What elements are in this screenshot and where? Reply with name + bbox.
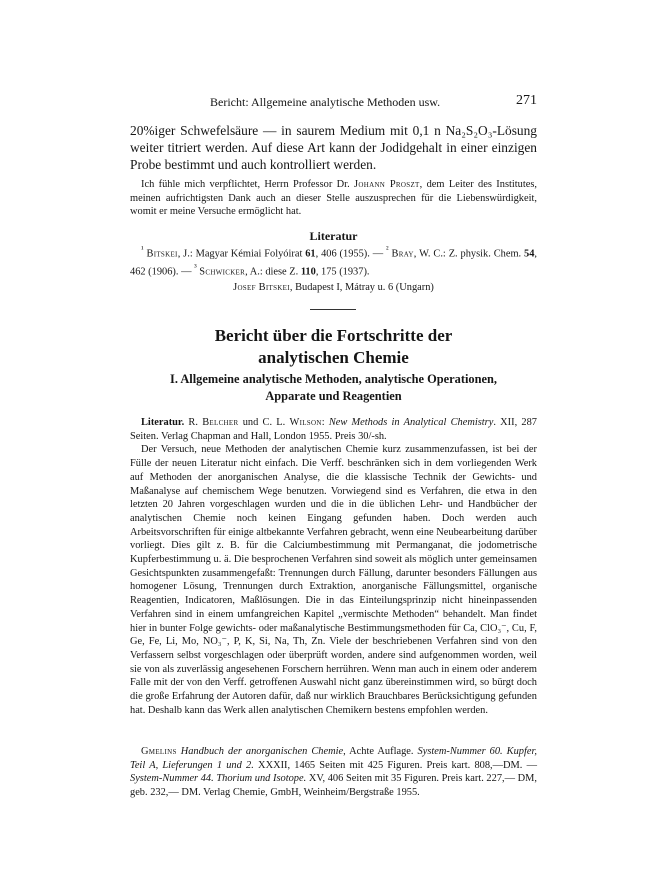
article-title-line-2: analytischen Chemie	[258, 348, 409, 367]
page-number: 271	[516, 93, 537, 108]
ref2-author: Bray	[391, 248, 414, 260]
ref1-text: , J.: Magyar Kémiai Folyóirat	[177, 248, 306, 260]
gmelin-details-2: XV, 406 Seiten mit 35 Figuren. Preis kart. 227,— DM, geb. 232,— DM. Verlag Chemie, GmbH, Weinheim/Bergstraße 1955.	[130, 773, 537, 799]
review-paragraph: Der Versuch, neue Methoden der analytischen Chemie kurz zusammenzufassen, ist bei der Fülle der neuen Literatur nicht einfach. Die Verff. beschränken sich in dem vorliegenden Werk auf Methoden der anorganischen Analyse, die die klassische Technik der Gewichts- und Maßanalyse auf chemischem Wege benutzen. Vorwiegend sind es Verfahren, die etwa in den letzten 20 Jahren vorgeschlagen wurden und die in die üblichen Lehr- und Handbücher der analytischen Chemie noch keinen Eingang gefunden haben. Doch werden auch Arbeitsvorschriften für einige altbekannte Verfahren gebracht, wenn eine Neubearbeitung darüber vorliegt. Dies gilt z. B. für die Calciumbestimmung mit Permanganat, die jodometrische Kupferbestimmung u. ä. Die besprochenen Verfahren sind soweit als möglich unter gemeinsamen Gesichtspunkten zusammengefaßt: Trennungen durch Fällung, darunter besonders Fällungen aus homogener Lösung, Trennungen durch Extraktion, anorganische Fällungsmittel, organische Reagentien, Indicatoren, Maßlösungen. Die in das Einteilungsprinzip nicht hineinpassenden Verfahren sind in einem umfangreichen Kapitel „vermischte Methoden“ behandelt. Man findet hier in bunter Folge gewichts- oder maßanalytische Bestimmungsmethoden für Ca, ClO₃⁻, Cu, F, Ge, Fe, Li, Mo, NO₃⁻, P, K, Si, Na, Th, Zn. Viele der beschriebenen Verfahren sind von den Verfassern selbst vorgeschlagen oder überprüft worden, andere sind aufgenommen worden, weil sie von als zuverlässig angesehenen Forschern herrühren. Wenn man auch in einem oder anderem Falle mit der von den Verff. getroffenen Auswahl nicht ganz übereinstimmen wird, so bürgt doch die große Erfahrung der Autoren dafür, daß nur wirklich Brauchbares Berücksichtigung gefunden hat. Deshalb kann das Werk allen analytischen Chemikern bestens empfohlen werden.	[130, 444, 537, 716]
gmelin-system-60: System-Nummer 60. Kupfer, Teil A, Lieferungen 1 und 2.	[130, 746, 537, 771]
reference-entries	[130, 243, 537, 279]
ack-text-after: , dem Leiter des Institutes, meinen aufrichtigsten Dank auch an dieser Stelle auszusprechen für die Liebenswürdigkeit, womit er meine Versuche ermöglicht hat.	[130, 179, 537, 218]
citation-author-2: Wilson	[289, 417, 322, 428]
review-citation	[130, 416, 537, 443]
ref2-rest: , 462 (1906). —	[130, 248, 537, 278]
article-title	[130, 325, 537, 369]
ref1-author: Bitskei	[146, 248, 178, 260]
literatur-label: Literatur.	[141, 417, 185, 428]
ref1-volume: 61	[305, 248, 316, 260]
ref2-volume: 54	[524, 248, 535, 260]
article-title-line-1: Bericht über die Fortschritte der	[214, 326, 453, 345]
continuation-paragraph: 20%iger Schwefelsäure — in saurem Medium mit 0,1 n Na₂S₂O₃-Lösung weiter titriert werden. Auf diese Art kann der Jodidgehalt in einer einzigen Probe bestimmt und auch kontrolliert werden.	[130, 123, 537, 172]
ack-professor-name: Johann Proszt	[354, 179, 420, 190]
author-address: , Budapest I, Mátray u. 6 (Ungarn)	[289, 282, 434, 293]
citation-colon: :	[321, 417, 329, 428]
acknowledgement-paragraph	[130, 178, 537, 219]
author-name: Josef Bitskei	[233, 282, 290, 293]
citation-book-title: New Methods in Analytical Chemistry	[328, 417, 494, 428]
section-heading	[130, 371, 537, 405]
author-line	[130, 282, 537, 293]
ref2-text: , W. C.: Z. physik. Chem.	[413, 248, 524, 260]
gmelin-title: Handbuch der anorganischen Chemie	[176, 746, 344, 757]
reference-list	[130, 243, 537, 279]
gmelin-system-44: System-Nummer 44. Thorium und Isotope.	[130, 773, 307, 785]
gmelin-details-1: XXXII, 1465 Seiten mit 425 Figuren. Preis kart. 808,—DM. —	[253, 759, 537, 771]
gmelin-edition: , Achte Auflage.	[343, 746, 418, 757]
ref3-text: , A.: diese Z.	[245, 266, 301, 278]
gmelin-citation	[130, 745, 537, 800]
gmelin-paragraph	[130, 745, 537, 800]
ref3-mark: ³	[194, 262, 197, 273]
ref1-rest: , 406 (1955). —	[315, 248, 386, 260]
literatur-heading: Literatur	[309, 229, 358, 243]
ref3-author: Schwicker	[199, 266, 246, 278]
review-body	[130, 416, 537, 717]
citation-text: R.	[184, 417, 203, 428]
section-heading-line-1: I. Allgemeine analytische Methoden, analytische Operationen,	[170, 372, 497, 386]
section-heading-line-2: Apparate und Reagentien	[265, 389, 402, 403]
citation-and: und C. L.	[238, 417, 290, 428]
ack-text-before: Ich fühle mich verpflichtet, Herrn Professor Dr.	[141, 179, 355, 190]
gmelin-name: Gmelins	[141, 746, 177, 757]
running-head-title: Bericht: Allgemeine analytische Methoden usw.	[210, 95, 441, 109]
citation-author-1: Belcher	[202, 417, 239, 428]
section-divider	[310, 309, 356, 310]
ref3-rest: , 175 (1937).	[315, 266, 370, 278]
ref2-mark: ²	[386, 244, 389, 254]
citation-details: . XII, 287 Seiten. Verlag Chapman and Hall, London 1955. Preis 30/-sh.	[130, 417, 537, 442]
ref1-mark: ¹	[141, 244, 144, 254]
ref3-volume: 110	[300, 266, 316, 278]
